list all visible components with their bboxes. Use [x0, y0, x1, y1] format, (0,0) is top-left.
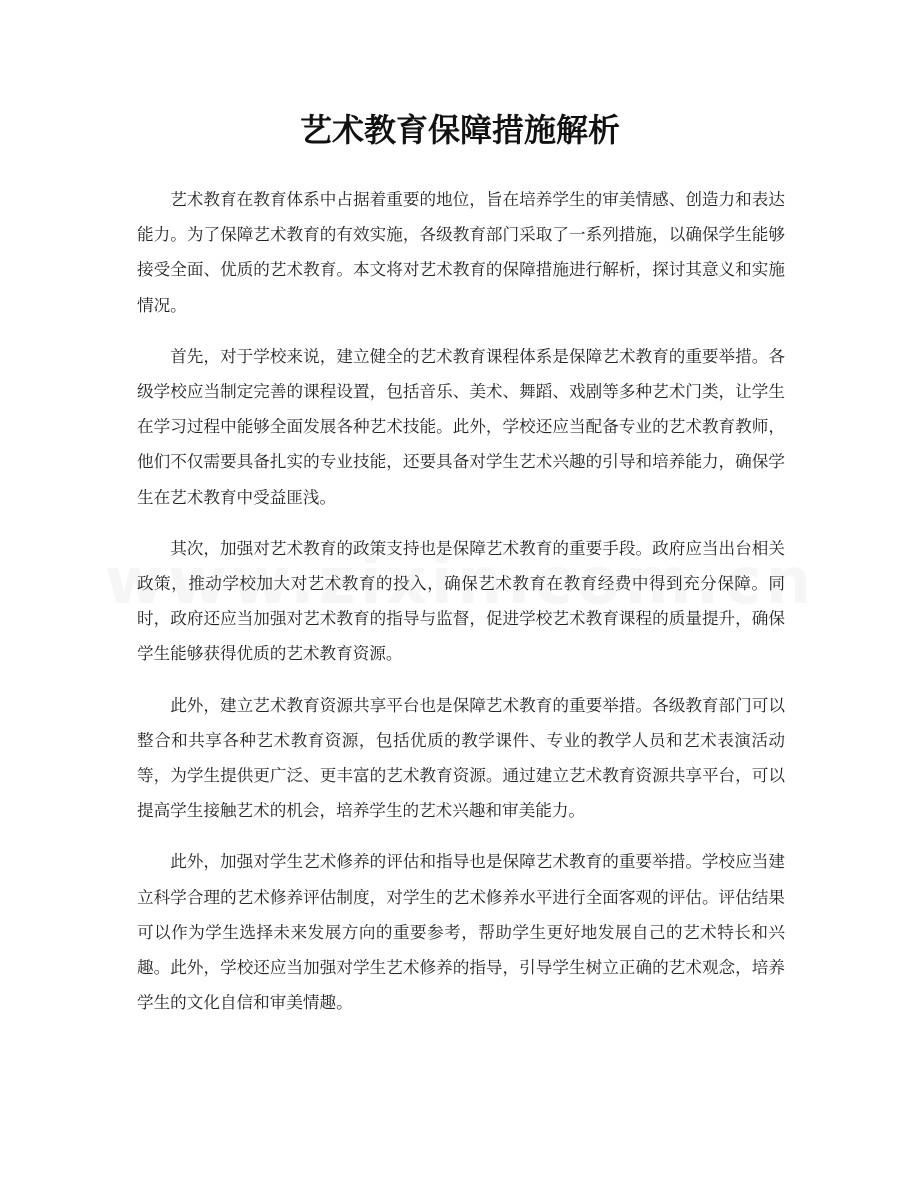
paragraph-curriculum: 首先，对于学校来说，建立健全的艺术教育课程体系是保障艺术教育的重要举措。各级学校应当制定完善的课程设置，包括音乐、美术、舞蹈、戏剧等多种艺术门类，让学生在学习过程中能够全面发展各种艺术技能。此外，学校还应当配备专业的艺术教育教师，他们不仅需要具备扎实的专业技能，还要具备对学生艺术兴趣的引导和培养能力，确保学生在艺术教育中受益匪浅。	[137, 346, 785, 507]
document-body	[137, 182, 785, 1036]
paragraph-resource-sharing: 此外，建立艺术教育资源共享平台也是保障艺术教育的重要举措。各级教育部门可以整合和共享各种艺术教育资源，包括优质的教学课件、专业的教学人员和艺术表演活动等，为学生提供更广泛、更丰富的艺术教育资源。通过建立艺术教育资源共享平台，可以提高学生接触艺术的机会，培养学生的艺术兴趣和审美能力。	[137, 695, 785, 821]
document-title: 艺术教育保障措施解析	[299, 111, 620, 149]
paragraph-evaluation: 此外，加强对学生艺术修养的评估和指导也是保障艺术教育的重要举措。学校应当建立科学合理的艺术修养评估制度，对学生的艺术修养水平进行全面客观的评估。评估结果可以作为学生选择未来发展方向的重要参考，帮助学生更好地发展自己的艺术特长和兴趣。此外，学校还应当加强对学生艺术修养的指导，引导学生树立正确的艺术观念，培养学生的文化自信和审美情趣。	[137, 852, 785, 1013]
paragraph-intro: 艺术教育在教育体系中占据着重要的地位，旨在培养学生的审美情感、创造力和表达能力。为了保障艺术教育的有效实施，各级教育部门采取了一系列措施，以确保学生能够接受全面、优质的艺术教育。本文将对艺术教育的保障措施进行解析，探讨其意义和实施情况。	[137, 190, 785, 315]
paragraph-policy: 其次，加强对艺术教育的政策支持也是保障艺术教育的重要手段。政府应当出台相关政策，推动学校加大对艺术教育的投入，确保艺术教育在教育经费中得到充分保障。同时，政府还应当加强对艺术教育的指导与监督，促进学校艺术教育课程的质量提升，确保学生能够获得优质的艺术教育资源。	[137, 538, 785, 664]
